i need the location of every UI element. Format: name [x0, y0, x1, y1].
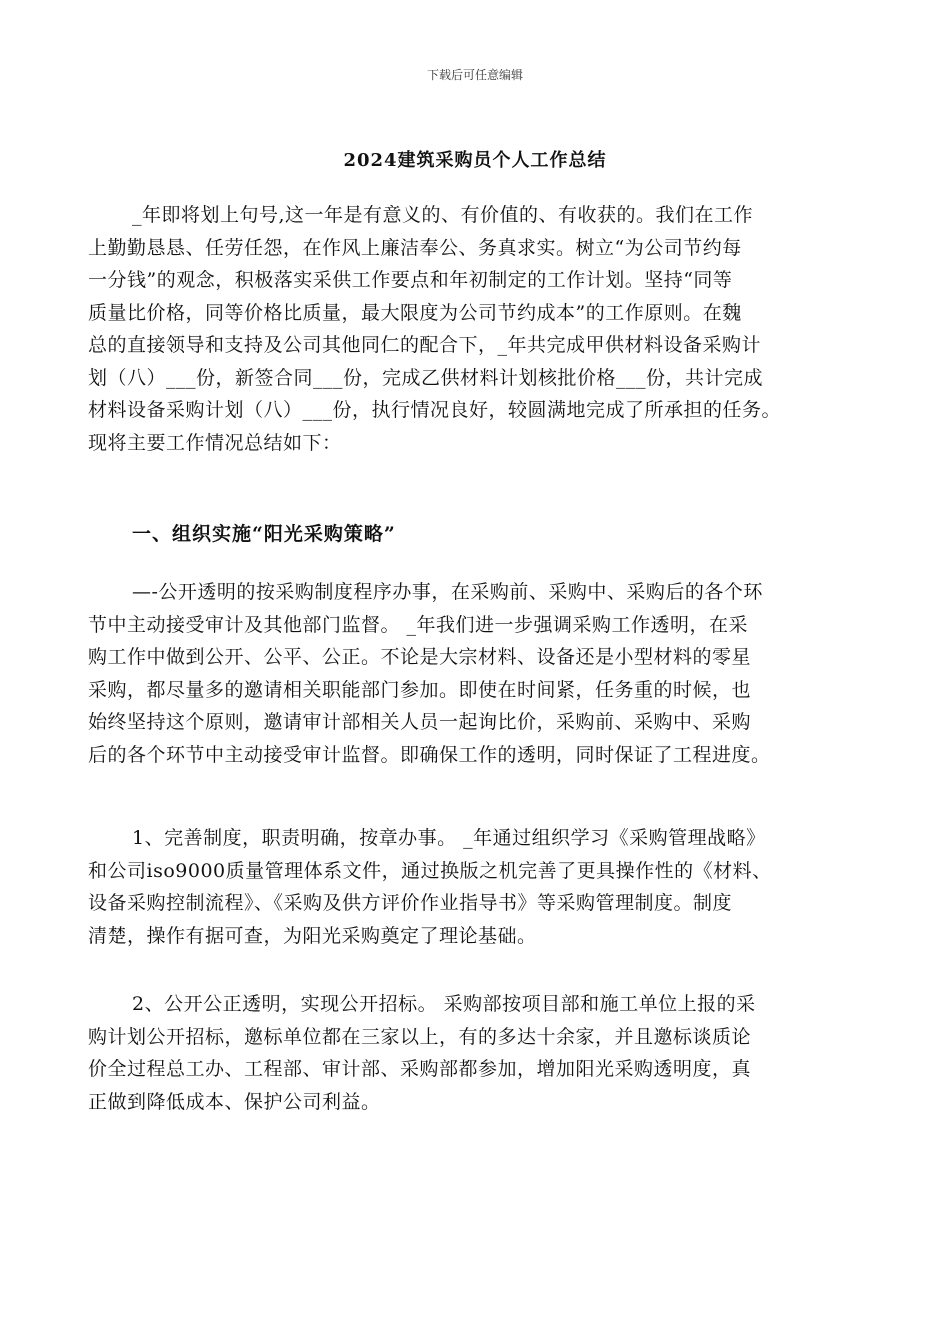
paragraph-line: 清楚，操作有据可查，为阳光采购奠定了理论基础。 — [88, 924, 537, 947]
paragraph-line: 一分钱”的观念，积极落实采供工作要点和年初制定的工作计划。坚持“同等 — [88, 269, 733, 291]
paragraph-line: 始终坚持这个原则，邀请审计部相关人员一起询比价，采购前、采购中、采购 — [88, 711, 752, 733]
paragraph-line: 后的各个环节中主动接受审计监督。即确保工作的透明，同时保证了工程进度。 — [88, 743, 771, 766]
paragraph-line: 质量比价格，同等价格比质量，最大限度为公司节约成本”的工作原则。在魏 — [88, 301, 742, 324]
intro-paragraph — [88, 199, 863, 459]
paragraph-line: 2、公开公正透明，实现公开招标。 采购部按项目部和施工单位上报的采 — [132, 993, 756, 1015]
paragraph-line: 设备采购控制流程》、《采购及供方评价作业指导书》等采购管理制度。制度 — [88, 892, 733, 914]
document-title: 2024建筑采购员个人工作总结 — [343, 150, 607, 171]
paragraph-line: 现将主要工作情况总结如下： — [88, 431, 342, 454]
paragraph-line: 节中主动接受审计及其他部门监督。 _年我们进一步强调采购工作透明，在采 — [88, 613, 749, 636]
item2-paragraph — [88, 988, 863, 1118]
paragraph-line: 价全过程总工办、工程部、审计部、采购部都参加，增加阳光采购透明度，真 — [88, 1058, 752, 1080]
paragraph-line: _年即将划上句号,这一年是有意义的、有价值的、有收获的。我们在工作 — [132, 204, 754, 226]
paragraph-line: 和公司iso9000质量管理体系文件，通过换版之机完善了更具操作性的《材料、 — [88, 859, 772, 882]
paragraph-line: 划（八）___份，新签合同___份，完成乙供材料计划核批价格___份，共计完成 — [88, 366, 764, 389]
paragraph-line: 购工作中做到公开、公平、公正。不论是大宗材料、设备还是小型材料的零星 — [88, 646, 752, 668]
paragraph-line: 购计划公开招标，邀标单位都在三家以上，有的多达十余家，并且邀标谈质论 — [88, 1025, 752, 1048]
paragraph-line: 总的直接领导和支持及公司其他同仁的配合下，_年共完成甲供材料设备采购计 — [88, 334, 762, 356]
paragraph-line: —-公开透明的按采购制度程序办事，在采购前、采购中、采购后的各个环 — [132, 581, 763, 603]
paragraph-line: 1、完善制度，职责明确，按章办事。 _年通过组织学习《采购管理战略》 — [132, 827, 766, 849]
section-heading: 一、组织实施“阳光采购策略” — [132, 523, 396, 545]
item1-paragraph — [88, 822, 863, 952]
paragraph-line: 采购，都尽量多的邀请相关职能部门参加。即使在时间紧，任务重的时候，也 — [88, 678, 752, 701]
paragraph-line: 材料设备采购计划（八）___份，执行情况良好，较圆满地完成了所承担的任务。 — [88, 399, 782, 421]
paragraph-line: 正做到降低成本、保护公司利益。 — [88, 1090, 381, 1113]
paragraph-line: 上勤勤恳恳、任劳任怨，在作风上廉洁奉公、务真求实。树立“为公司节约每 — [88, 236, 742, 259]
section1-paragraph — [88, 576, 863, 771]
page-header-note: 下载后可任意编辑 — [426, 68, 523, 82]
